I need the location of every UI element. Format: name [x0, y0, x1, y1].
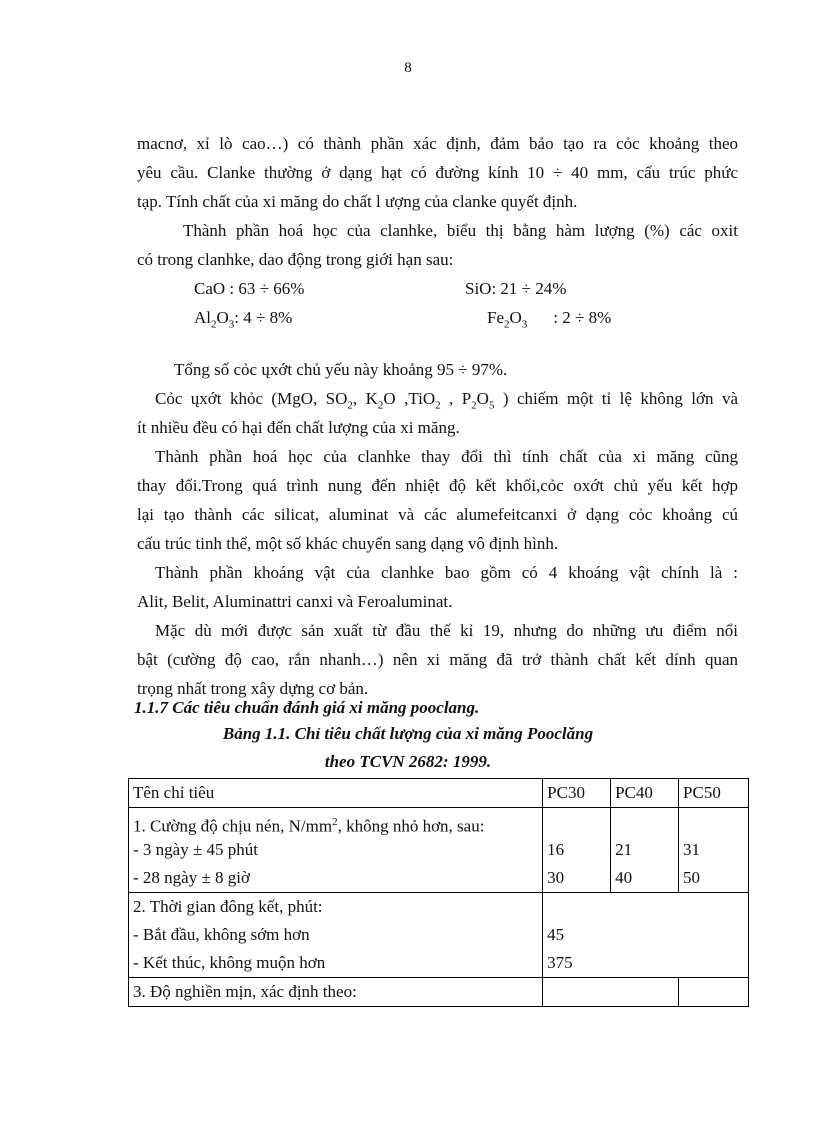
page-number: 8	[404, 60, 412, 76]
paragraph-line: trọng nhất trong xây dựng cơ bản.	[137, 679, 369, 698]
oxide-sio: SiO: 21 ÷ 24%	[465, 279, 567, 298]
value-cell: 16	[547, 840, 565, 859]
oxide-fe2o3: $Fe_2O_3$ : 2 ÷ 8%	[487, 308, 612, 331]
header-cell-pc50: PC50	[679, 779, 749, 808]
value-cell: 40	[615, 868, 633, 887]
row2-label-cell	[129, 893, 543, 978]
row1-pc40-cell	[611, 808, 679, 893]
paragraph-line: Cỏc ųxớt khỏc (MgO, $SO_2$, $K_2O$ ,TiO$_2$ , $P_2O_5$ ) chiếm một tỉ lệ không lớn và	[155, 389, 738, 412]
row1-sub1: - 3 ngày ± 45 phút	[133, 840, 259, 859]
paragraph-line: có trong clanhke, dao động trong giới hạn sau:	[137, 250, 454, 269]
table-row	[129, 808, 749, 893]
row3-empty-cell	[543, 978, 679, 1007]
paragraph-line: Tổng số cỏc ųxớt chủ yếu này khoảng 95 ÷ 97%.	[174, 360, 508, 379]
table-row	[129, 893, 749, 978]
paragraph-line: cấu trúc tinh thể, một số khác chuyển sang dạng vô định hình.	[137, 534, 559, 553]
oxide-cao: CaO : 63 ÷ 66%	[194, 279, 305, 298]
row1-pc30-cell	[543, 808, 611, 893]
value-cell: 21	[615, 840, 633, 859]
row1-sub2: - 28 ngày ± 8 giờ	[133, 868, 251, 887]
value-cell: 30	[547, 868, 565, 887]
row1-label-cell	[129, 808, 543, 893]
value-cell: 50	[683, 868, 701, 887]
table-caption-line1: Bảng 1.1. Chỉ tiêu chất lượng của xi măng Pooclăng	[222, 724, 594, 743]
row2-value-cell	[543, 893, 749, 978]
table-caption-line2: theo TCVN 2682: 1999.	[324, 752, 492, 771]
section-heading: 1.1.7 Các tiêu chuẩn đánh giá xi măng pooclang.	[134, 698, 480, 717]
paragraph-line: yêu cầu. Clanke thường ở dạng hạt có đường kính 10 ÷ 40 mm, cấu trúc phức	[137, 163, 738, 182]
quality-table	[128, 778, 749, 1007]
paragraph-line: Mặc dù mới được sản xuất từ đầu thế kỉ 19, nhưng do những ưu điểm nổi	[155, 621, 738, 640]
paragraph-line: Thành phần hoá học của clanhke thay đổi thì tính chất của xi măng cũng	[155, 447, 738, 466]
header-cell-name: Tên chỉ tiêu	[129, 779, 543, 808]
value-cell: 375	[547, 953, 573, 972]
paragraph-line: Alit, Belit, Aluminattri canxi và Feroaluminat.	[137, 592, 453, 611]
oxide-al2o3: $Al_2O_3$: 4 ÷ 8%	[194, 308, 293, 331]
paragraph-line: lại tạo thành các silicat, aluminat và các alumefeitcanxi ở dạng cỏc khoảng cú	[137, 505, 738, 524]
row1-title: 1. Cường độ chịu nén, $N/mm^2$, không nhỏ hơn, sau:	[133, 816, 485, 836]
value-cell: 31	[683, 840, 701, 859]
paragraph-line: tạp. Tính chất của xi măng do chất l ượng của clanke quyết định.	[137, 192, 578, 211]
row2-sub2: - Kết thúc, không muộn hơn	[133, 953, 326, 972]
row2-sub1: - Bắt đầu, không sớm hơn	[133, 925, 310, 944]
row2-title: 2. Thời gian đông kết, phút:	[133, 897, 323, 916]
paragraph-line: bật (cường độ cao, rắn nhanh…) nên xi măng đã trở thành chất kết dính quan	[137, 650, 738, 669]
paragraph-line: macnơ, xỉ lò cao…) có thành phần xác định, đảm bảo tạo ra cỏc khoảng theo	[137, 134, 738, 153]
paragraph-line: Thành phần khoáng vật của clanhke bao gồm có 4 khoáng vật chính là :	[155, 563, 738, 582]
header-cell-pc40: PC40	[611, 779, 679, 808]
paragraph-line: Thành phần hoá học của clanhke, biểu thị bằng hàm lượng (%) các oxit	[183, 221, 738, 240]
header-cell-pc30: PC30	[543, 779, 611, 808]
row3-label-cell: 3. Độ nghiền mịn, xác định theo:	[129, 978, 543, 1007]
paragraph-line: thay đổi.Trong quá trình nung đến nhiệt độ kết khối,cỏc oxớt chủ yếu kết hợp	[137, 476, 738, 495]
table-header-row	[129, 779, 749, 808]
row3-empty-cell	[679, 978, 749, 1007]
value-cell: 45	[547, 925, 565, 944]
paragraph-line: ít nhiều đều có hại đến chất lượng của xi măng.	[137, 418, 460, 437]
row1-pc50-cell	[679, 808, 749, 893]
table-row	[129, 978, 749, 1007]
